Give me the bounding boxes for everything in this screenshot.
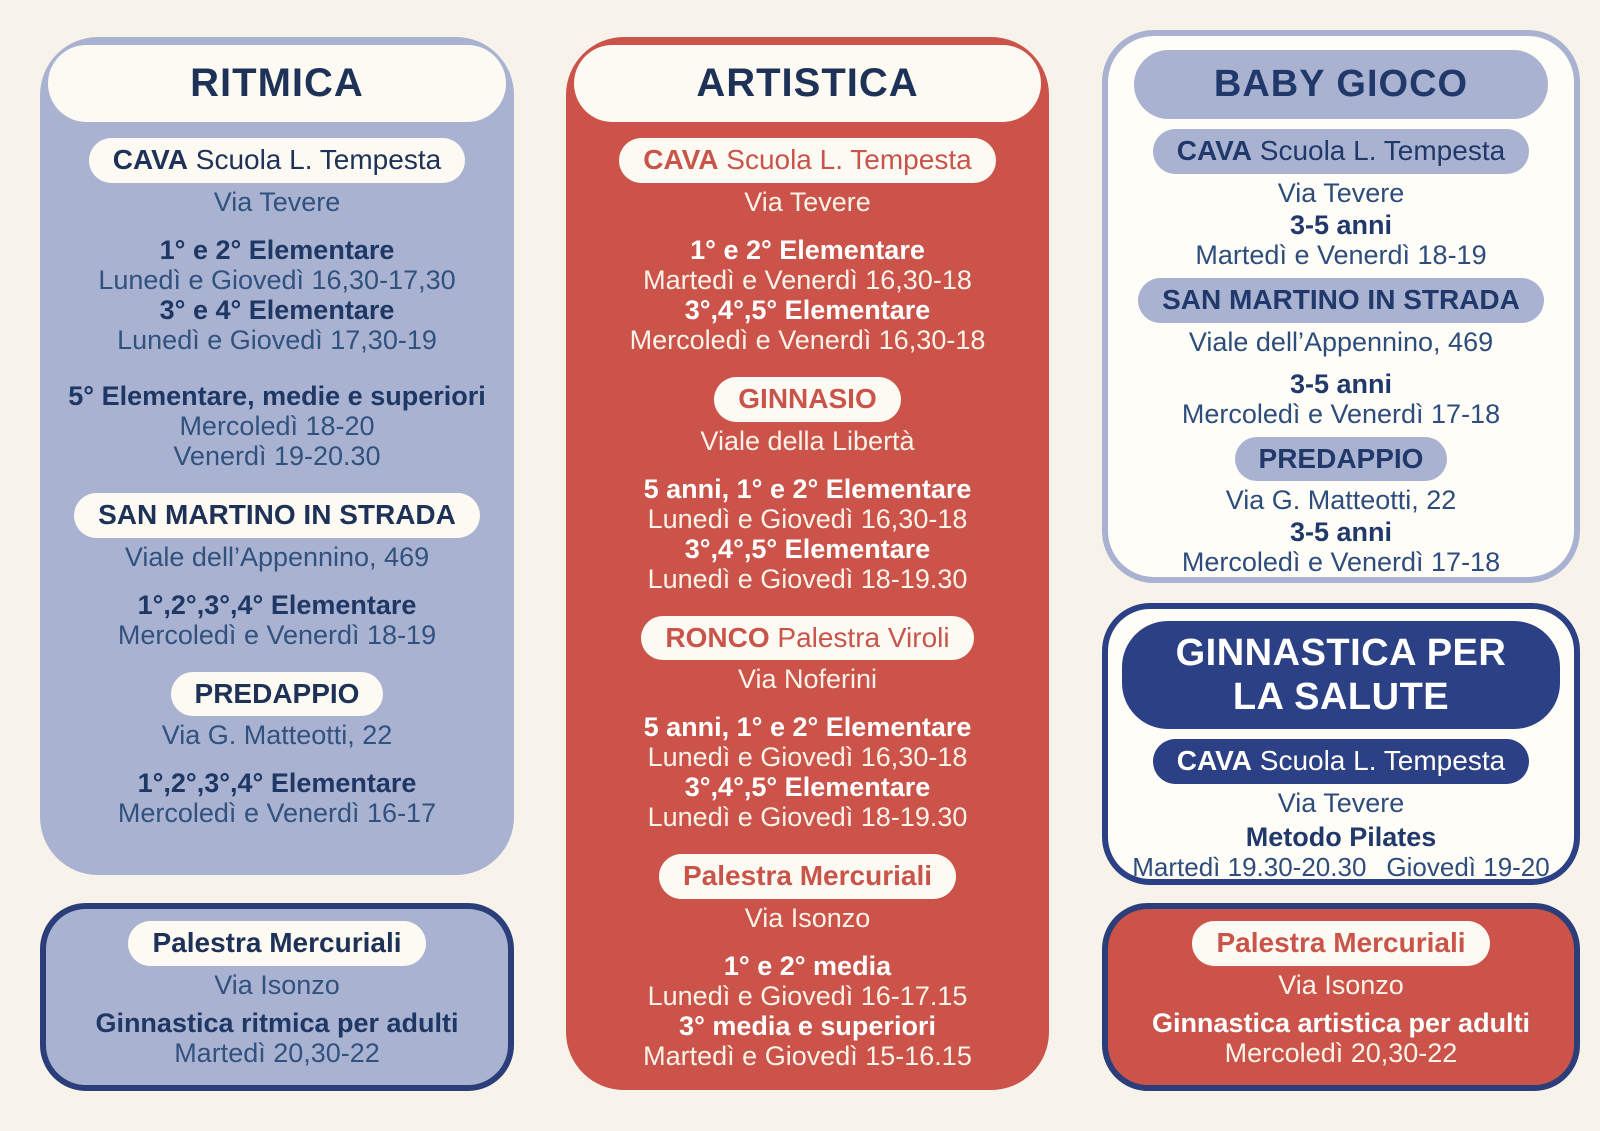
artistica-venue-pill-mercuriali	[659, 854, 956, 899]
venue-name-bold: SAN MARTINO IN STRADA	[98, 498, 456, 530]
artistica-title-pill	[574, 45, 1041, 122]
venue-address: Via Tevere	[1277, 177, 1405, 208]
class-schedule: Mercoledì e Venerdì 16-17	[117, 798, 437, 829]
venue-name-bold: SAN MARTINO IN STRADA	[1162, 283, 1520, 315]
artistica-venue-pill-ronco	[641, 616, 973, 661]
class-schedule: Mercoledì 18-20	[179, 410, 375, 441]
class-schedule: Mercoledì e Venerdì 18-19	[117, 619, 437, 650]
artistica-card	[566, 37, 1049, 1090]
ritmica-adulti-card	[40, 903, 514, 1091]
venue-name-bold: PREDAPPIO	[194, 677, 360, 709]
venue-address: Via G. Matteotti, 22	[161, 720, 393, 751]
venue-address: Via Isonzo	[1278, 969, 1404, 1000]
age-label: 3-5 anni	[1289, 209, 1393, 240]
venue-address: Via Isonzo	[214, 969, 340, 1000]
class-label: 1° e 2° media	[723, 951, 892, 982]
class-label: 3°,4°,5° Elementare	[684, 294, 931, 325]
venue-address: Viale dell’Appennino, 469	[124, 541, 430, 572]
venue-address: Via Isonzo	[744, 903, 871, 934]
artistica-venue-pill-cava	[619, 138, 995, 183]
baby-venue-pill-cava	[1153, 129, 1529, 174]
baby-venue-pill-predappio	[1235, 437, 1448, 482]
venue-name-bold: GINNASIO	[738, 382, 877, 414]
venue-address: Via G. Matteotti, 22	[1225, 485, 1457, 516]
class-label: 1° e 2° Elementare	[159, 234, 395, 265]
venue-name-rest: Scuola L. Tempesta	[718, 144, 972, 175]
baby-gioco-card	[1102, 30, 1580, 583]
venue-name-bold: CAVA	[1176, 135, 1252, 166]
class-label: 5° Elementare, medie e superiori	[68, 380, 486, 411]
artistica-title: ARTISTICA	[696, 61, 919, 105]
class-label: 5 anni, 1° e 2° Elementare	[643, 712, 972, 743]
venue-address: Via Tevere	[744, 186, 871, 217]
class-schedule: Venerdì 19-20.30	[173, 440, 381, 471]
class-schedule: Lunedì e Giovedì 16,30-18	[647, 503, 968, 534]
venue-name-bold: PREDAPPIO	[1258, 442, 1424, 474]
venue-address: Via Tevere	[213, 186, 341, 217]
schedule-thursday: Giovedì 19-20	[1386, 851, 1550, 882]
venue-name-bold: Palestra Mercuriali	[1216, 927, 1466, 958]
venue-name-bold: Palestra Mercuriali	[682, 860, 933, 892]
salute-venue-pill-cava	[1153, 739, 1529, 784]
class-label: Ginnastica ritmica per adulti	[95, 1007, 459, 1038]
venue-name-rest: Scuola L. Tempesta	[187, 144, 442, 175]
class-label: Metodo Pilates	[1245, 821, 1437, 852]
class-label: 5 anni, 1° e 2° Elementare	[643, 473, 972, 504]
class-schedule: Martedì 20,30-22	[174, 1037, 380, 1068]
ritmica-card	[40, 37, 514, 875]
baby-venue-pill-san-martino	[1138, 278, 1544, 323]
ritmica-venue-pill-san-martino	[74, 493, 480, 538]
class-label: Ginnastica artistica per adulti	[1151, 1007, 1531, 1038]
venue-name-bold: RONCO	[665, 621, 770, 653]
venue-name-bold: Palestra Mercuriali	[152, 927, 402, 958]
ritmica-title: RITMICA	[190, 61, 364, 105]
ginnastica-salute-title-pill	[1122, 621, 1560, 729]
ritmica-title-pill	[48, 45, 506, 122]
artistica-adulti-card	[1102, 903, 1580, 1091]
class-schedule: Lunedì e Giovedì 16,30-18	[647, 742, 968, 773]
baby-gioco-title: BABY GIOCO	[1213, 63, 1469, 105]
class-schedule	[1108, 852, 1574, 882]
class-schedule: Mercoledì 20,30-22	[1224, 1037, 1458, 1068]
class-schedule: Martedì e Venerdì 16,30-18	[643, 264, 972, 295]
class-schedule: Lunedì e Giovedì 18-19.30	[647, 563, 968, 594]
class-schedule: Martedì e Giovedì 15-16.15	[643, 1041, 972, 1072]
venue-name-rest: Scuola L. Tempesta	[1251, 135, 1506, 166]
ginnastica-salute-title-line2: LA SALUTE	[1232, 676, 1450, 719]
age-label: 3-5 anni	[1289, 517, 1393, 548]
venue-address: Via Noferini	[737, 664, 878, 695]
venue-address: Via Tevere	[1277, 787, 1405, 818]
class-schedule: Mercoledì e Venerdì 17-18	[1181, 398, 1501, 429]
age-label: 3-5 anni	[1289, 368, 1393, 399]
class-schedule: Martedì e Venerdì 18-19	[1195, 239, 1487, 270]
class-schedule: Lunedì e Giovedì 16-17.15	[647, 981, 968, 1012]
class-label: 3° e 4° Elementare	[159, 294, 395, 325]
class-label: 1° e 2° Elementare	[690, 234, 925, 265]
class-schedule: Mercoledì e Venerdì 16,30-18	[629, 324, 986, 355]
class-label: 3°,4°,5° Elementare	[684, 533, 931, 564]
venue-name-bold: CAVA	[643, 144, 719, 175]
venue-name-bold: CAVA	[112, 144, 188, 175]
venue-address: Viale dell’Appennino, 469	[1188, 326, 1494, 357]
class-label: 3° media e superiori	[679, 1011, 936, 1042]
class-schedule: Lunedì e Giovedì 18-19.30	[647, 802, 968, 833]
venue-name-rest: Palestra Viroli	[769, 621, 950, 653]
venue-address: Viale della Libertà	[700, 425, 915, 456]
ritmica-venue-pill-predappio	[171, 672, 384, 717]
venue-pill-palestra-mercuriali	[1192, 921, 1489, 966]
ginnastica-salute-card	[1102, 603, 1580, 885]
baby-gioco-title-pill	[1134, 50, 1548, 119]
venue-pill-palestra-mercuriali	[128, 921, 425, 966]
artistica-venue-pill-ginnasio	[714, 377, 900, 422]
class-schedule: Mercoledì e Venerdì 17-18	[1181, 547, 1501, 578]
ritmica-venue-pill-cava	[89, 138, 465, 183]
class-schedule: Lunedì e Giovedì 16,30-17,30	[98, 264, 456, 295]
venue-name-bold: CAVA	[1176, 745, 1252, 777]
schedule-tuesday: Martedì 19.30-20.30	[1132, 851, 1367, 882]
ginnastica-salute-title-line1: GINNASTICA PER	[1175, 632, 1507, 674]
class-label: 1°,2°,3°,4° Elementare	[137, 768, 417, 799]
class-label: 1°,2°,3°,4° Elementare	[137, 589, 417, 620]
venue-name-rest: Scuola L. Tempesta	[1251, 745, 1506, 777]
class-label: 3°,4°,5° Elementare	[684, 772, 931, 803]
class-schedule: Lunedì e Giovedì 17,30-19	[117, 324, 437, 355]
